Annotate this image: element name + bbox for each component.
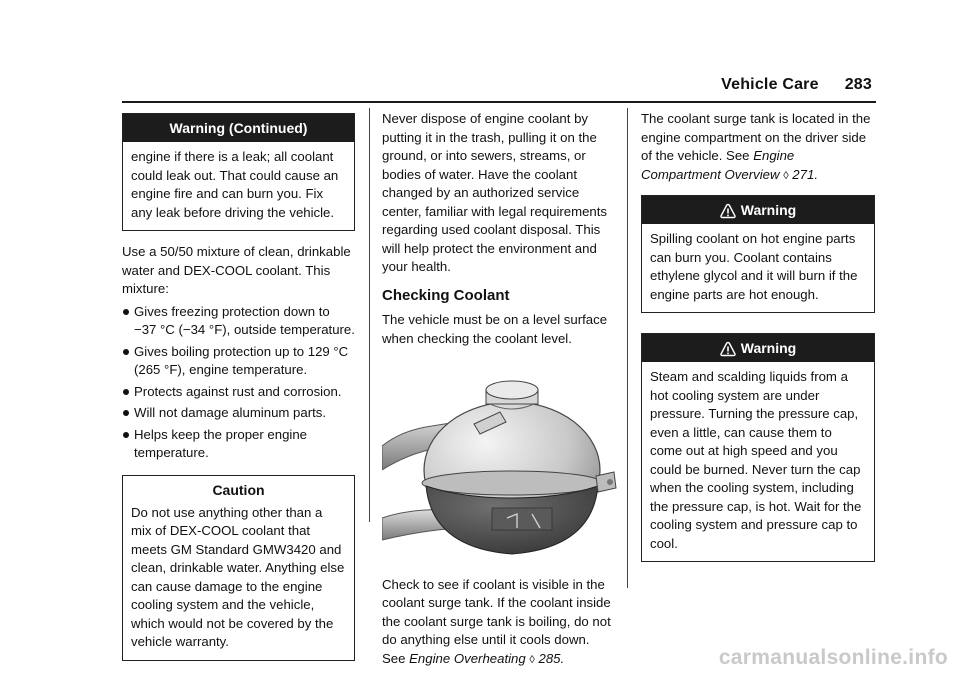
warning-body-1: Spilling coolant on hot engine parts can burn you. Coolant contains ethylene glycol and it will burn if the engine parts are hot enough. (650, 231, 858, 302)
column-1 (122, 113, 355, 661)
page-header (721, 76, 872, 94)
bullet-item: Will not damage aluminum parts. (122, 404, 355, 423)
level-paragraph: The vehicle must be on a level surface when checking the coolant level. (382, 312, 608, 346)
engine-overheating-link[interactable]: Engine Overheating (409, 650, 526, 666)
engine-compartment-link[interactable]: Engine Compartment Overview (641, 148, 795, 182)
warning-continued-box (122, 113, 355, 231)
warning-header-1 (642, 196, 874, 224)
bullet-item: Protects against rust and corrosion. (122, 383, 355, 402)
bullet-item: Gives boiling protection up to 129 °C (265 °F), engine temperature. (122, 343, 355, 380)
column-divider-1 (369, 108, 370, 522)
warning-title-1: Warning (740, 202, 797, 218)
warning-box-1 (641, 195, 875, 313)
check-paragraph: Check to see if coolant is visible in the coolant surge tank. If the coolant inside the coolant surge tank is boiling, do not do anything else until it cools down. See Engine Overheating ◊ 285. (382, 576, 611, 666)
column-2 (382, 110, 616, 679)
engine-overheating-page[interactable]: 285 (538, 650, 561, 666)
warning-continued-title: Warning (Continued) (123, 114, 354, 142)
engine-compartment-page[interactable]: 271 (792, 166, 815, 182)
mixture-bullets (122, 303, 355, 463)
warning-header-2 (642, 334, 874, 362)
location-text: The coolant surge tank is located in the engine compartment on the driver side of the vehicle. See (641, 111, 871, 163)
page-number: 283 (844, 76, 872, 93)
bullet-item: Gives freezing protection down to −37 °C (−34 °F), outside temperature. (122, 303, 355, 340)
section-title: Vehicle Care (721, 76, 819, 93)
reference-arrow-icon: ◊ (783, 169, 789, 182)
reference-arrow-icon: ◊ (529, 653, 535, 666)
warning-icon (720, 341, 736, 357)
warning-icon (720, 203, 736, 219)
checking-coolant-heading: Checking Coolant (382, 286, 510, 304)
caution-box (122, 475, 355, 661)
location-paragraph: The coolant surge tank is located in the engine compartment on the driver side of the vehicle. See Engine Compartment Overview ◊ 271. (641, 111, 871, 182)
warning-title-2: Warning (740, 340, 797, 356)
coolant-tank-illustration (382, 368, 626, 558)
caution-title: Caution (123, 476, 354, 502)
dispose-paragraph: Never dispose of engine coolant by putting it in the trash, pulling it on the ground, or into sewers, streams, or bodies of water. Have the coolant changed by an authorized service center, familiar with legal requirements regarding used coolant disposal. This will help protect the environment and your health. (382, 111, 608, 274)
column-divider-2 (627, 108, 628, 588)
watermark: carmanualsonline.info (718, 646, 948, 669)
check-text: Check to see if coolant is visible in the coolant surge tank. If the coolant inside the coolant surge tank is boiling, do not do anything else until it cools down. See (382, 576, 611, 666)
caution-body: Do not use anything other than a mix of DEX-COOL coolant that meets GM Standard GMW3420 and clean, drinkable water. Anything else can cause damage to the engine cooling system and the vehicle, which would not be covered by the vehicle warranty. (131, 504, 345, 649)
header-rule (122, 101, 876, 103)
warning-body-2: Steam and scalding liquids from a hot cooling system are under pressure. Turning the pressure cap, even a little, can cause them to come out at high speed and you could be burned. Never turn the cap when the cooling system, including the pressure cap, is hot. Wait for the cooling system and pressure cap to cool. (650, 369, 862, 551)
warning-continued-body: engine if there is a leak; all coolant could leak out. That could cause an engine fire and can burn you. Fix any leak before driving the vehicle. (131, 149, 339, 220)
mixture-intro: Use a 50/50 mixture of clean, drinkable water and DEX-COOL coolant. This mixture: (122, 244, 351, 296)
column-3 (641, 110, 875, 562)
warning-box-2 (641, 333, 875, 562)
bullet-item: Helps keep the proper engine temperature. (122, 426, 355, 463)
